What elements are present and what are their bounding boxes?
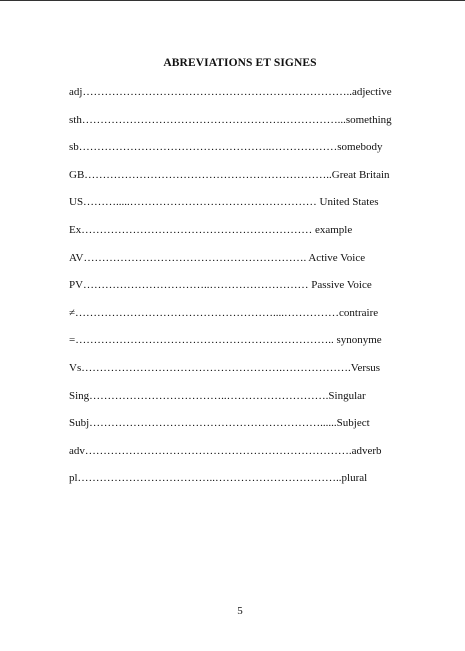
- list-item: [69, 195, 411, 223]
- entry-text: AV……………………………………………………. Active Voice: [69, 251, 366, 264]
- page-number: 5: [237, 605, 243, 617]
- entry-text: adj………………………………………………………………..adjective: [69, 86, 392, 98]
- entry-text: GB…………………………………………………………..Great Britain: [69, 168, 390, 181]
- entry-text: Ex……………………………………………………… example: [69, 223, 353, 236]
- list-item: [69, 85, 411, 113]
- entry-text: PV……………………………..……………………… Passive Voice: [69, 279, 372, 292]
- entry-text: US……….....…………………………………………… United States: [69, 196, 379, 209]
- list-item: [69, 113, 411, 141]
- entry-text: pl………………………………..……………………………..plural: [69, 472, 368, 485]
- entry-text: ≠………………………………………………....……………contraire: [69, 306, 379, 319]
- list-item: [69, 306, 411, 334]
- entry-text: sth……………………………………………….……………...something: [69, 113, 392, 126]
- list-item: [69, 278, 411, 306]
- entry-text: Vs……………………………………………….……………….Versus: [69, 361, 381, 374]
- page-title: ABREVIATIONS ET SIGNES: [163, 57, 317, 69]
- entry-text: adv……………………………………………………………….adverb: [69, 444, 382, 457]
- list-item: [69, 444, 411, 472]
- list-item: [69, 333, 411, 361]
- list-item: [69, 251, 411, 279]
- list-item: [69, 416, 411, 444]
- entry-text: sb……………………………………………..………………somebody: [69, 141, 383, 154]
- list-item: [69, 223, 411, 251]
- list-item: [69, 389, 411, 417]
- entry-text: =…………………………………………………………….. synonyme: [69, 334, 382, 347]
- entry-text: Sing………………………………..……………………….Singular: [69, 389, 366, 402]
- list-item: [69, 168, 411, 196]
- list-item: [69, 140, 411, 168]
- page-top-border: [0, 0, 465, 1]
- abbreviation-list: [69, 85, 411, 499]
- list-item: [69, 471, 411, 499]
- entry-text: Subj………………………………………………………......Subject: [69, 417, 370, 430]
- list-item: [69, 361, 411, 389]
